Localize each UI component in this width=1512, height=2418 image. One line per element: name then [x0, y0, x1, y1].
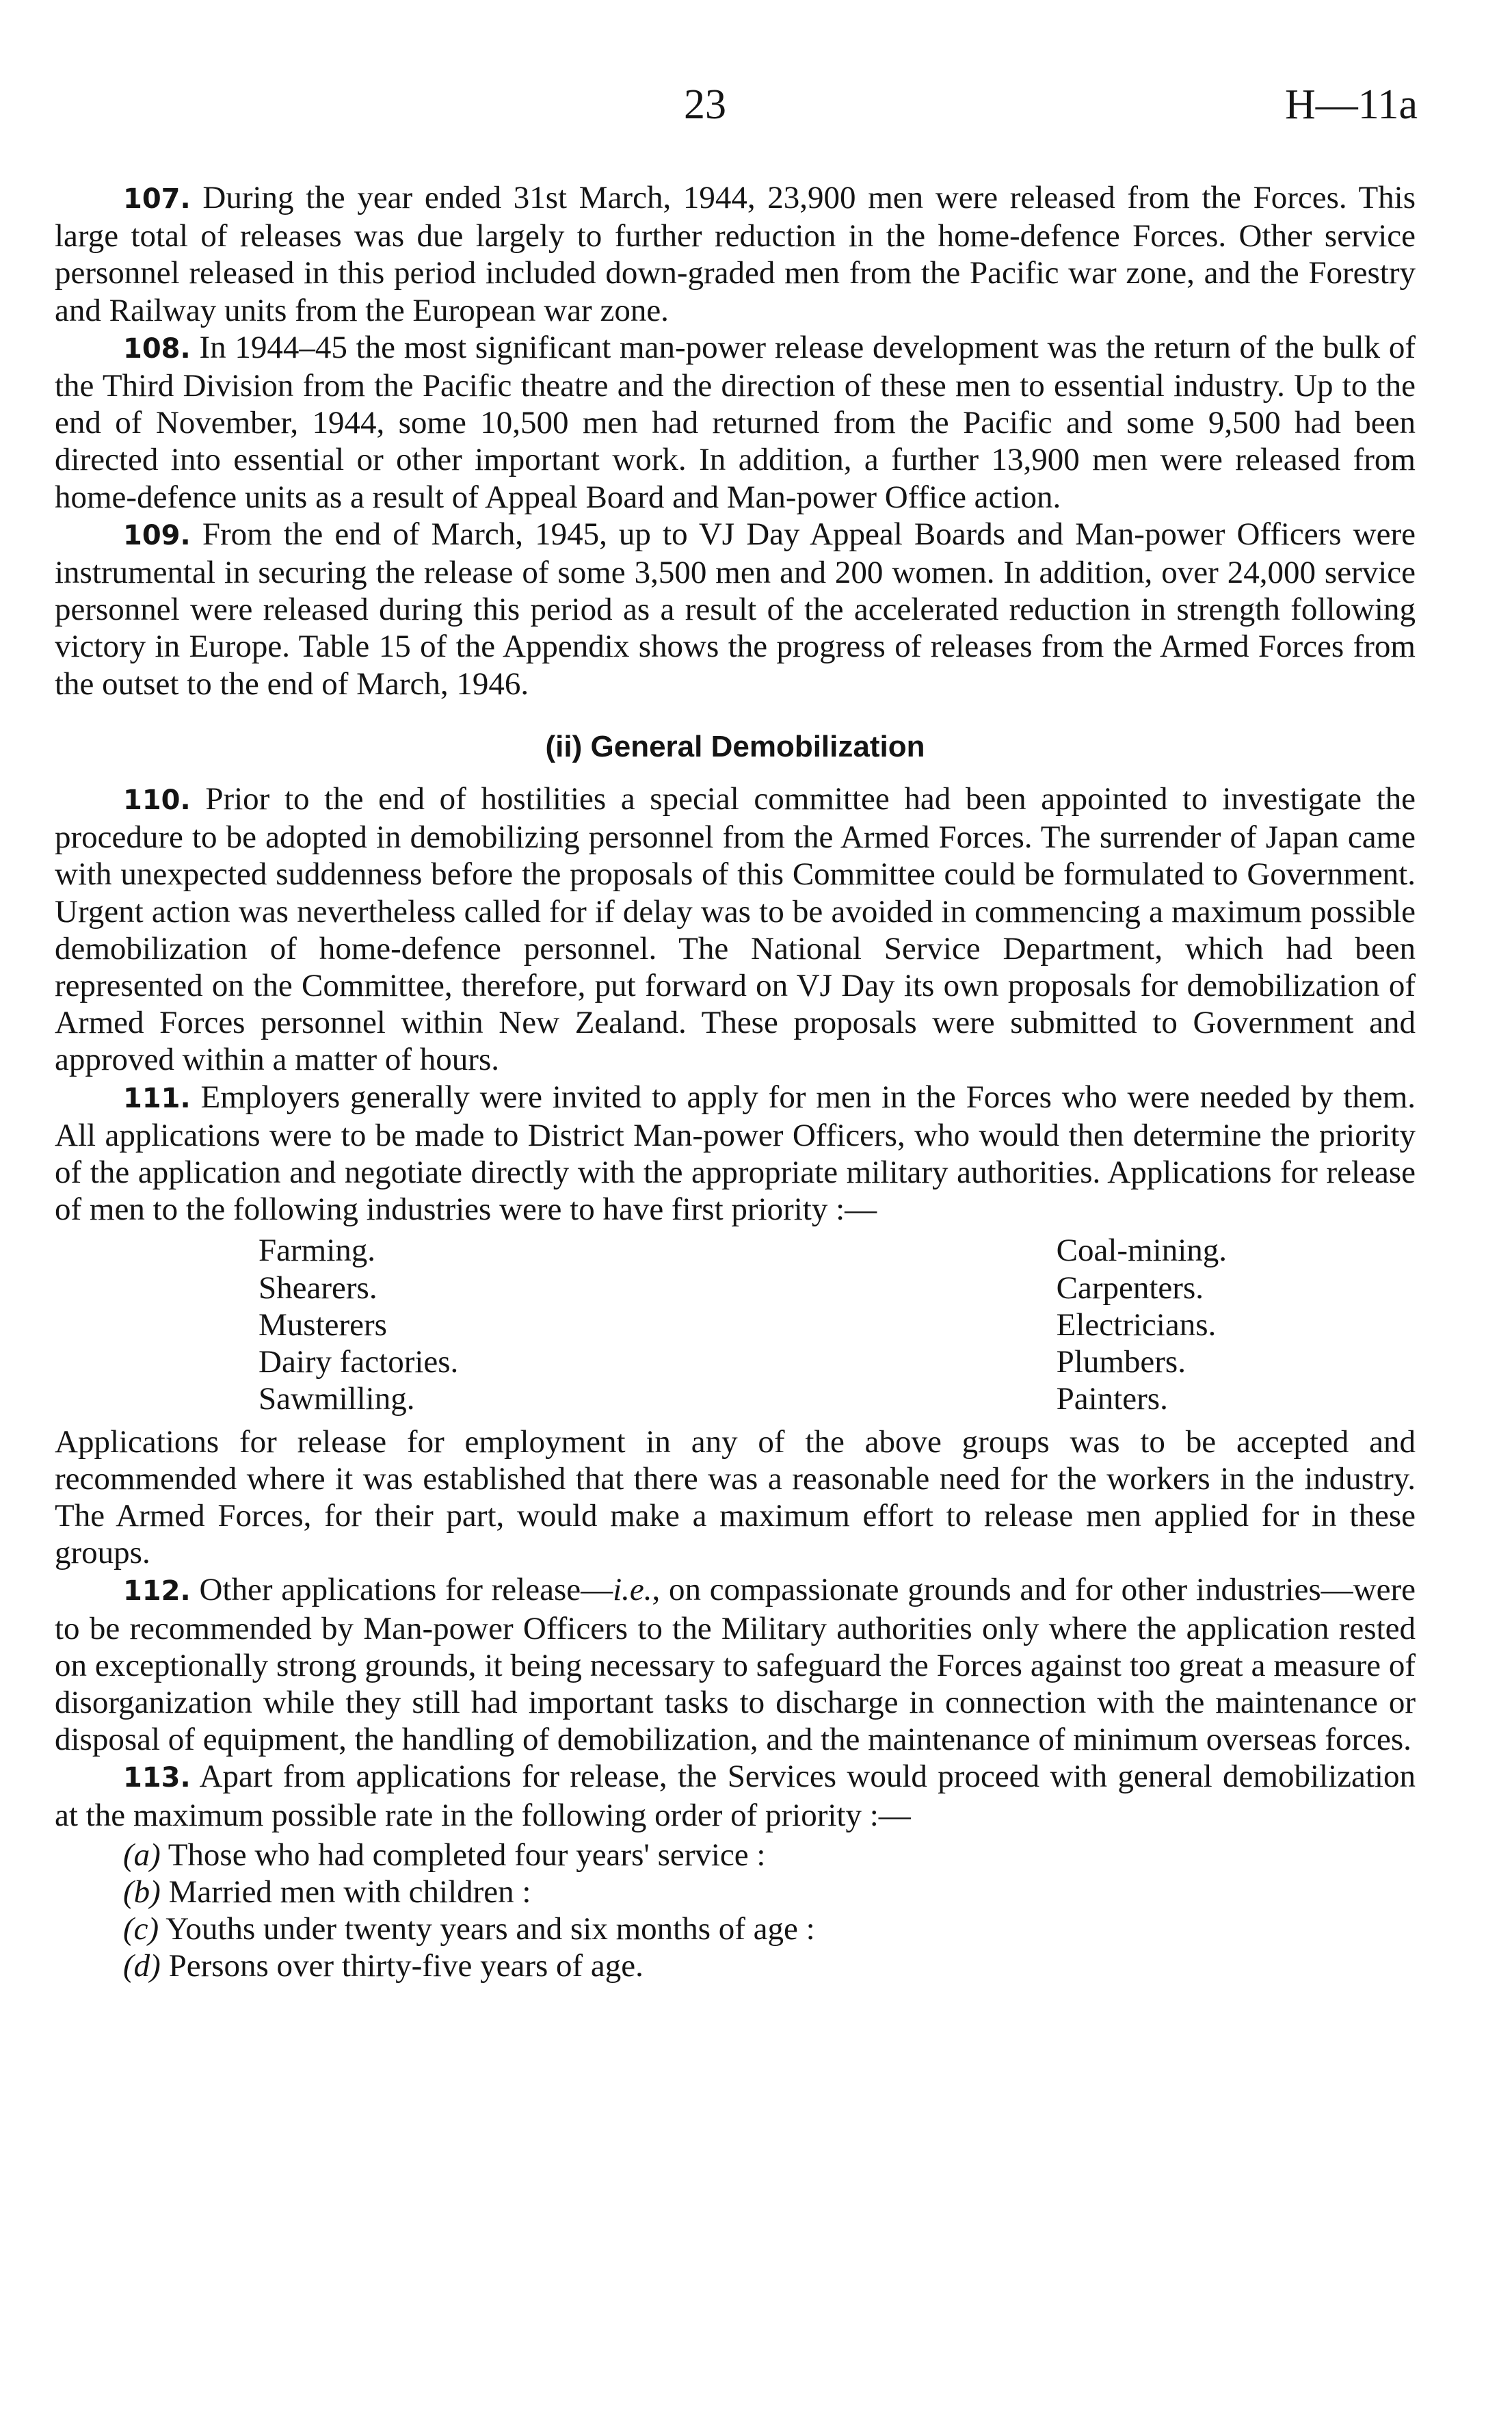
industry-item: Farming. — [258, 1233, 376, 1269]
section-heading: (ii) General Demobilization — [545, 729, 925, 763]
industry-item: Plumbers. — [1056, 1344, 1186, 1380]
industries-left-column — [258, 1232, 458, 1417]
paragraph-number: 112. — [123, 1575, 191, 1607]
paragraph-109 — [55, 516, 1416, 702]
priority-item — [123, 1910, 1416, 1947]
document-reference: H—11a — [1285, 81, 1418, 128]
priority-text: Youths under twenty years and six months of age : — [165, 1911, 815, 1947]
priority-item — [123, 1947, 1416, 1984]
industry-item: Electricians. — [1056, 1306, 1217, 1343]
industry-item: Carpenters. — [1056, 1270, 1204, 1306]
paragraph-text: Other applications for release— — [199, 1572, 613, 1608]
paragraph-number: 111. — [123, 1082, 191, 1114]
paragraph-text: From the end of March, 1945, up to VJ Day Appeal Boards and Man-power Officers were instrumental in securing the release of some 3,500 men and 200 women. In addition, over 24,000 service personnel were released during this period as a result of the accelerated reduction in strength following victory in Europe. Table 15 of the Appendix shows the progress of releases from the Armed Forces from the outset to the end of March, 1946. — [55, 516, 1416, 702]
body-text — [55, 179, 1416, 1985]
industries-right-column — [1057, 1232, 1227, 1417]
page-number: 23 — [684, 81, 726, 128]
page-header — [0, 81, 1512, 135]
industry-item: Musterers — [258, 1306, 387, 1343]
priority-text: Married men with children : — [168, 1874, 531, 1910]
paragraph-italic-text: i.e. — [613, 1572, 652, 1608]
paragraph-text: Prior to the end of hostilities a special committee had been appointed to investigate the procedure to be adopted in demobilizing personnel from the Armed Forces. The surrender of Japan came with unexpected suddenness before the proposals of this Committee could be formulated to Government. Urgent action was nevertheless called for if delay was to be avoided in commencing a maximum possible demobilization of home-defence personnel. The National Service Department, which had been represented on the Committee, therefore, put forward on VJ Day its own proposals for demobilization of Armed Forces personnel within New Zealand. These proposals were submitted to Government and approved within a matter of hours. — [55, 781, 1416, 1078]
priority-label: (c) — [123, 1911, 159, 1947]
paragraph-number: 109. — [123, 519, 191, 551]
paragraph-text: Employers generally were invited to apply for men in the Forces who were needed by them. All applications were to be made to District Man-power Officers, who would then determine the priority of the application and negotiate directly with the appropriate military authorities. Applications for release of men to the following industries were to have first priority :— — [55, 1079, 1416, 1228]
industry-item: Sawmilling. — [258, 1381, 415, 1417]
paragraph-text: Apart from applications for release, the Services would proceed with general demobilization at the maximum possible rate in the following order of priority :— — [55, 1759, 1416, 1833]
priority-list — [55, 1837, 1416, 1985]
priority-text: Persons over thirty-five years of age. — [168, 1948, 644, 1984]
priority-item — [123, 1874, 1416, 1910]
paragraph-text: , on compassionate grounds and for other industries—were to be recommended by Man-power Officers to the Military authorities only where the application rested on exceptionally strong grounds, it being necessary to safeguard the Forces against too great a measure of disorganization while they still had important tasks to discharge in connection with the maintenance or disposal of equipment, the handling of demobilization, and the maintenance of minimum overseas forces. — [55, 1572, 1416, 1758]
priority-item — [123, 1837, 1416, 1874]
industries-list — [55, 1232, 1416, 1417]
paragraph-111 — [55, 1079, 1416, 1228]
paragraph-text: During the year ended 31st March, 1944, 23,900 men were released from the Forces. This large total of releases was due largely to further reduction in the home-defence Forces. Other service personnel released in this period included down-graded men from the Pacific war zone, and the Forestry and Railway units from the European war zone. — [55, 180, 1416, 328]
industry-item: Shearers. — [258, 1270, 377, 1306]
paragraph-number: 108. — [123, 332, 191, 365]
priority-label: (d) — [123, 1948, 161, 1984]
paragraph-111-continued: Applications for release for employment in any of the above groups was to be accepted and recommended where it was established that there was a reasonable need for the workers in the industry. The Armed Forces, for their part, would make a maximum effort to release men applied for in these groups. — [55, 1423, 1416, 1571]
paragraph-number: 113. — [123, 1762, 191, 1794]
priority-label: (a) — [123, 1837, 161, 1873]
industry-item: Painters. — [1056, 1381, 1168, 1417]
paragraph-108 — [55, 329, 1416, 516]
paragraph-112 — [55, 1571, 1416, 1758]
paragraph-text: In 1944–45 the most significant man-power release development was the return of the bulk of the Third Division from the Pacific theatre and the direction of these men to essential industry. Up to the end of November, 1944, some 10,500 men had returned from the Pacific and some 9,500 had been directed into essential or other important work. In addition, a further 13,900 men were released from home-defence units as a result of Appeal Board and Man-power Office action. — [55, 329, 1416, 515]
paragraph-number: 107. — [123, 183, 191, 215]
paragraph-113 — [55, 1758, 1416, 1833]
paragraph-number: 110. — [123, 785, 191, 817]
paragraph-110 — [55, 780, 1416, 1079]
industry-item: Coal-mining. — [1056, 1233, 1227, 1269]
industry-item: Dairy factories. — [258, 1344, 459, 1380]
priority-text: Those who had completed four years' service : — [168, 1837, 766, 1873]
paragraph-107 — [55, 179, 1416, 329]
priority-label: (b) — [123, 1874, 161, 1910]
